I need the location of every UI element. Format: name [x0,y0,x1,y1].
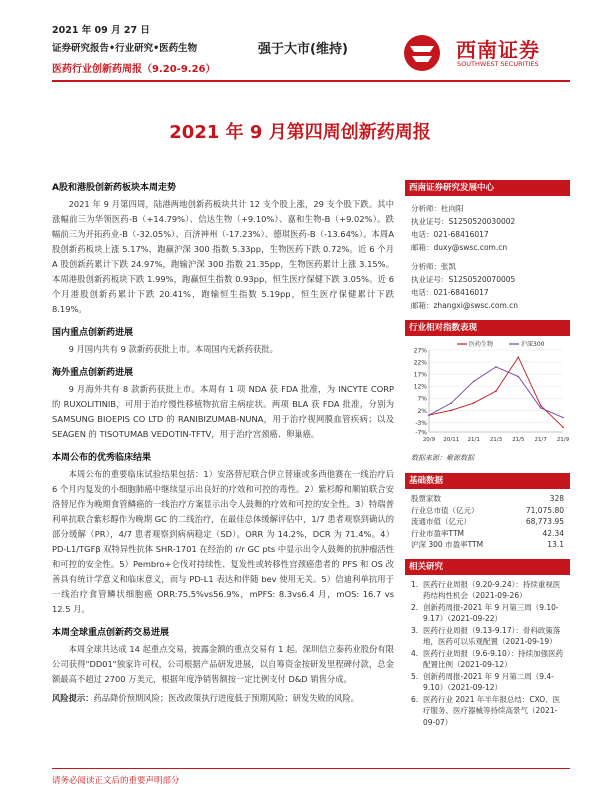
related-item-number: 3. [411,625,419,635]
related-item[interactable] [411,579,564,602]
risk-warning [52,691,394,706]
x-tick-label: 21/9 [556,437,570,443]
related-header: 相关研究 [405,559,570,575]
series-point [518,376,520,378]
series-point [495,366,497,368]
data-source: 数据来源：聚源数据 [411,454,474,462]
section-paragraph: 2021 年 9 月第四周，陆港两地创新药板块共计 12 支个股上涨，29 支个股下跌。其中涨幅前三为华领医药-B（+14.79%）、信达生物（+9.10%）、嘉和生物-B（+9.02%）。跌幅前三为开拓药业-B（-32.05%）、百济神州（-17.23%）、德琪医药-B（-13.64%）。本周A股创新药板块上涨 5.17%，跑赢沪深 300 指数 5.33pp，生物医药下跌 0.72%。近 6 个月 A 股创新药累计下跌 24.97%，跑输沪深 300 指数 21.35pp，生物医药累计上涨 3.15%。本周港股创新药板块下跌 1.99%，跑赢恒生指数 0.93pp，恒生医疗保健下跌 3.05%。近 6 个月港股创新药累计下跌 20.41%，跑输恒生指数 5.19pp，恒生医疗保健累计下跌 8.19%。 [52,199,394,314]
related-item-number: 2. [411,602,419,612]
basic-data-row [405,493,570,505]
logo-text-en: SOUTHWEST SECURITIES [457,60,539,68]
logo-emblem-icon [400,32,448,74]
footer-disclaimer: 请务必阅读正文后的重要声明部分 [52,776,180,786]
series-point [473,381,475,383]
basic-data-row [405,539,570,551]
related-item-text: 医药行业周报（9.20-9.24）：持续重视医药结构性机会（2021-09-26） [423,579,561,600]
series-point [518,356,520,358]
related-item[interactable] [411,671,564,694]
basic-data-label: 行业总市值（亿元） [411,505,479,515]
series-line-0 [429,357,563,427]
basic-data-label: 流通市值（亿元） [411,517,471,526]
section-title: 本周全球重点创新药交易进展 [52,628,170,638]
analyst-phone: 电话：021-68416017 [411,230,489,239]
x-tick-label: 20/11 [443,437,460,443]
related-item-text: 创新药周报-2021 年 9 月第二周（9.4-9.10）（2021-09-12） [423,671,554,692]
series-line-1 [429,367,563,418]
y-tick-label: 22% [413,359,427,367]
basic-data-value: 328 [549,494,564,503]
related-item-number: 5. [411,671,419,681]
analyst-phone: 电话：021-68416017 [411,288,489,297]
basic-data-label: 行业市盈率TTM [411,528,465,538]
section-deals [52,625,394,687]
legend-label: 医药生物 [469,341,494,348]
related-item[interactable] [411,602,564,625]
basic-data-label: 股票家数 [411,494,441,503]
basic-data-value: 71,075.80 [525,505,564,515]
related-item-text: 医药行业周报（9.6-9.10）：持续加强医药配置比例（2021-09-12） [423,648,564,669]
section-paragraph: 9 月海外共有 8 款新药获批上市。本周有 1 项 NDA 获 FDA 批准，为 INCYTE CORP 的 RUXOLITINIB，可用于治疗慢性移植物抗宿主病症状。两项 BLA 获 FDA 批准，分别为 SAMSUNG BIOEPIS CO LTD 的 RANIBIZUMAB-NUNA，用于治疗视网膜血管疾病；以及 SEAGEN 的 TISOTUMAB VEDOTIN-TFTV，用于治疗宫颈癌、卵巢癌。 [52,384,394,439]
basic-data-value: 13.1 [547,540,564,549]
related-item-text: 医药行业周报（9.13-9.17）：骨科政策落地，医药可以乐观配置（2021-09-19） [423,625,561,646]
header-divider [52,80,570,82]
section-overseas [52,365,394,442]
analyst-name: 分析师：张凯 [411,262,456,271]
section-clinical [52,450,394,617]
section-domestic [52,325,394,357]
section-title: 国内重点创新药进展 [52,328,134,338]
related-item-number: 1. [411,579,419,589]
related-item-number: 6. [411,694,419,704]
related-item[interactable] [411,648,564,671]
series-point [428,414,430,416]
basic-data-table [405,493,570,551]
basic-data-value: 42.34 [542,528,564,538]
report-date: 2021 年 09 月 27 日 [52,25,150,36]
basic-data-row [405,516,570,528]
related-list [405,579,570,729]
series-point [495,390,497,392]
section-title: 海外重点创新药进展 [52,368,134,378]
basic-data-header: 基础数据 [405,473,570,489]
y-tick-label: 12% [413,383,427,391]
series-point [540,405,542,407]
risk-text: 药品降价预期风险；医改政策执行进度低于预期风险；研发失败的风险。 [93,693,360,703]
analyst-email[interactable]: 邮箱：duxy@swsc.com.cn [411,243,508,252]
basic-data-label: 沪深 300 市盈率TTM [411,540,484,549]
y-tick-label: -3% [415,419,427,427]
series-point [451,409,453,411]
section-paragraph: 9 月国内共有 9 款新药获批上市。本周国内无新药获批。 [68,344,278,354]
x-tick-label: 21/7 [534,437,547,443]
sidebar [405,180,570,728]
legend-label: 沪深300 [521,341,545,348]
analyst-name: 分析师：杜向阳 [411,204,464,213]
related-item[interactable] [411,625,564,648]
y-tick-label: 2% [417,407,427,415]
basic-data-row [405,505,570,517]
analyst-email[interactable]: 邮箱：zhangxi@swsc.com.cn [411,301,519,310]
y-tick-label: 27% [413,347,427,355]
related-item-number: 4. [411,648,419,658]
logo-text-cn: 西南证券 [456,38,540,62]
section-paragraph: 本周公布的重要临床试验结果包括：1）安洛替尼联合伊立替康或多西他赛在一线治疗后 6 个月内复发的小细胞肺癌中继续显示出良好的疗效和可控的毒性。2）紫杉醇和顺铂联合安洛替尼作为晚期食管鳞癌的一线治疗方案显示出令人鼓舞的疗效和可控的安全性。3）特瑞普利单抗联合紫杉醇作为晚期 GC 的二线治疗，在最佳总体缓解评估中，1/7 患者观察到确认的部分缓解（PR），4/7 患者观察到病病稳定（SD）。ORR 为 14.2%，DCR 为 71.4%。4）PD-L1/TGFβ 双特异性抗体 SHR-1701 在经治的 r/r GC pts 中显示出令人鼓舞的抗肿瘤活性和可控的安全性。5）Pembro+仑伐对持续性、复发性或转移性宫颈癌患者的 PFS 和 OS 改善具有统计学意义和临床意义，而与 PD-L1 表达和伴随 bev 使用无关。5）信迪利单抗用于一线治疗食管鳞状细胞癌 ORR:75.5%vs56.9%，mPFS: 8.3vs6.4 月，mOS: 16.7 vs 12.5 月。 [52,469,394,614]
series-point [473,402,475,404]
analyst-block [405,202,570,254]
x-tick-label: 21/1 [467,437,480,443]
analyst-block [405,260,570,312]
y-tick-label: -7% [415,429,427,437]
relative-index-chart [405,336,570,446]
x-tick-label: 20/9 [422,437,436,443]
company-logo [400,32,570,74]
basic-data-value: 68,773.95 [525,517,564,526]
related-item[interactable] [411,694,564,729]
section-title: 本周公布的优秀临床结果 [52,453,152,463]
analyst-cert: 执业证号：S1250520070005 [411,275,516,284]
series-point [562,426,564,428]
section-paragraph: 本周全球共达成 14 起重点交易，披露金额的重点交易有 1 起。深圳信立泰药业股份有限公司获得"DD01"独家许可权，公司根据产品研发进展，以自筹资金按研发里程碑付款，总金额最高不超过 2700 万美元，根据年度净销售额按一定比例支付 D&D 销售分成。 [52,644,394,684]
section-title: A股和港股创新药板块本周走势 [52,183,176,193]
risk-label: 风险提示： [52,693,94,703]
main-content [52,180,394,706]
basic-data-row [405,528,570,540]
perf-header: 行业相对指数表现 [405,320,570,336]
footer-divider [52,768,570,769]
analyst-cert: 执业证号：S1250520030002 [411,217,516,226]
y-tick-label: 7% [417,395,427,403]
page-title: 2021 年 9 月第四周创新药周报 [169,122,431,143]
x-tick-label: 21/5 [512,437,525,443]
y-tick-label: 17% [413,371,427,379]
report-series: 医药行业创新药周报（9.20-9.26） [52,64,216,75]
related-item-text: 创新药周报-2021 年 9 月第三周（9.10-9.17）（2021-09-22） [423,602,559,623]
report-type: 证券研究报告•行业研究•医药生物 [52,43,198,54]
series-point [562,417,564,419]
series-point [540,407,542,409]
related-item-text: 医药行业 2021 年半年报总结：CXO、医疗服务、医疗器械等持续高景气（2021-09-07） [423,694,561,727]
section-market [52,180,394,317]
series-point [451,402,453,404]
institute-header: 西南证券研究发展中心 [405,180,570,196]
rating: 强于大市(维持) [258,42,348,57]
x-tick-label: 21/3 [489,437,503,443]
